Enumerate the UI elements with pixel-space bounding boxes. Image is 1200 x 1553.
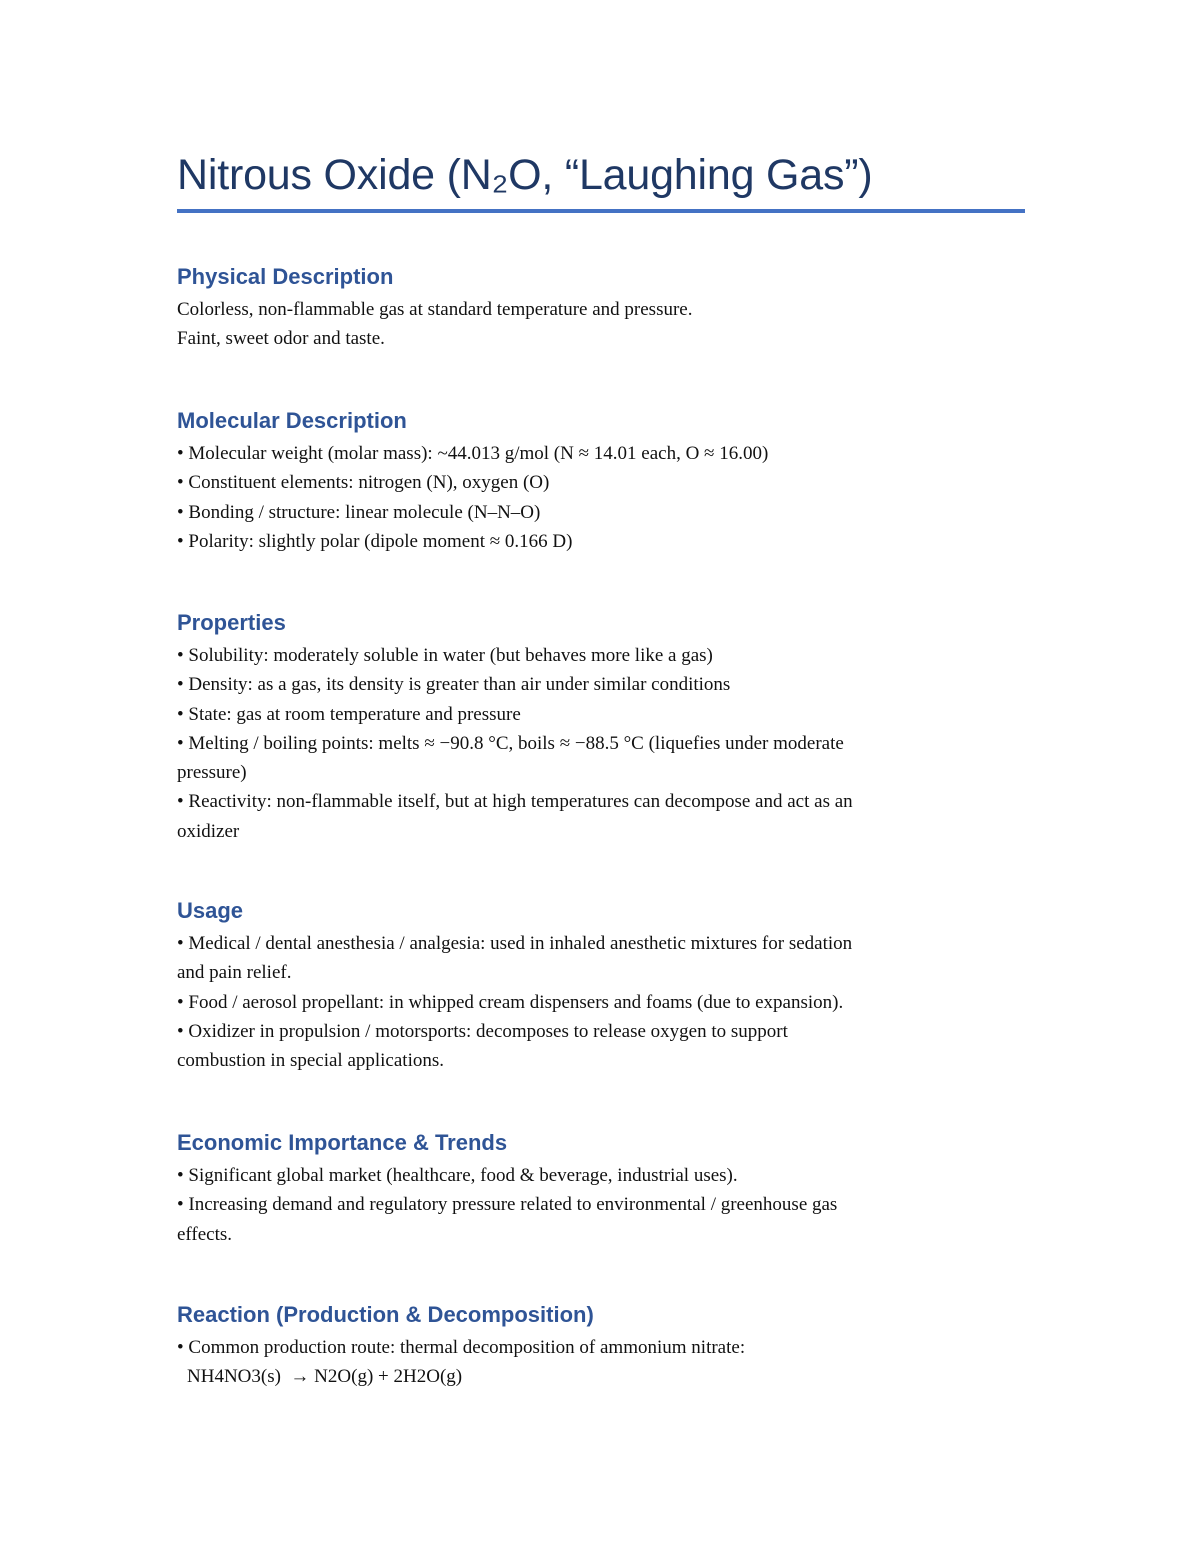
list-item: • Reactivity: non-flammable itself, but at high temperatures can decompose and act as an (177, 791, 853, 813)
list-item: • Oxidizer in propulsion / motorsports: decomposes to release oxygen to support (177, 1020, 788, 1042)
section-heading: Properties (177, 610, 286, 635)
list-item: • Medical / dental anesthesia / analgesia: used in inhaled anesthetic mixtures for sedation (177, 933, 853, 954)
chemical-equation: NH4NO3(s) → N2O(g) + 2H2O(g) (187, 1366, 463, 1388)
section-properties (177, 608, 1025, 846)
section-heading: Economic Importance & Trends (177, 1130, 508, 1155)
list-item: • Common production route: thermal decomposition of ammonium nitrate: (177, 1337, 746, 1358)
list-item: • Food / aerosol propellant: in whipped cream dispensers and foams (due to expansion). (177, 991, 844, 1013)
list-item-continuation: effects. (177, 1223, 233, 1245)
section-usage (177, 896, 1025, 1075)
list-item: • State: gas at room temperature and pressure (177, 703, 521, 725)
list-item-continuation: pressure) (177, 762, 247, 784)
list-item: • Bonding / structure: linear molecule (N–N–O) (177, 501, 541, 523)
section-body (177, 641, 1025, 846)
list-item: • Constituent elements: nitrogen (N), oxygen (O) (177, 472, 550, 494)
section-body (177, 1333, 1025, 1362)
list-item: • Molecular weight (molar mass): ~44.013 g/mol (N ≈ 14.01 each, O ≈ 16.00) (177, 443, 769, 464)
list-item-continuation: oxidizer (177, 820, 240, 842)
section-heading: Molecular Description (177, 408, 407, 433)
list-item: • Polarity: slightly polar (dipole moment ≈ 0.166 D) (177, 530, 573, 552)
section-molecular-description (177, 406, 1025, 556)
section-heading: Reaction (Production & Decomposition) (177, 1302, 594, 1327)
list-item: • Density: as a gas, its density is greater than air under similar conditions (177, 674, 731, 696)
title-underline (177, 209, 1025, 213)
section-heading: Physical Description (177, 264, 394, 289)
list-item-continuation: and pain relief. (177, 962, 292, 984)
section-reaction (177, 1300, 1025, 1392)
section-body (177, 929, 1025, 1075)
section-economic-importance (177, 1128, 1025, 1249)
list-item: • Significant global market (healthcare, food & beverage, industrial uses). (177, 1165, 738, 1186)
section-body (177, 1161, 1025, 1249)
document-title: Nitrous Oxide (N₂O, “Laughing Gas”) (177, 151, 873, 199)
list-item: • Solubility: moderately soluble in water (but behaves more like a gas) (177, 645, 713, 666)
section-physical-description (177, 262, 1025, 354)
text-line: Faint, sweet odor and taste. (177, 328, 385, 350)
list-item: • Increasing demand and regulatory pressure related to environmental / greenhouse gas (177, 1194, 838, 1216)
list-item-continuation: combustion in special applications. (177, 1050, 445, 1072)
text-line: Colorless, non-flammable gas at standard temperature and pressure. (177, 299, 693, 320)
section-body (177, 439, 1025, 556)
section-heading: Usage (177, 898, 244, 923)
section-body (177, 295, 1025, 354)
list-item: • Melting / boiling points: melts ≈ −90.8 °C, boils ≈ −88.5 °C (liquefies under moderate (177, 732, 844, 754)
